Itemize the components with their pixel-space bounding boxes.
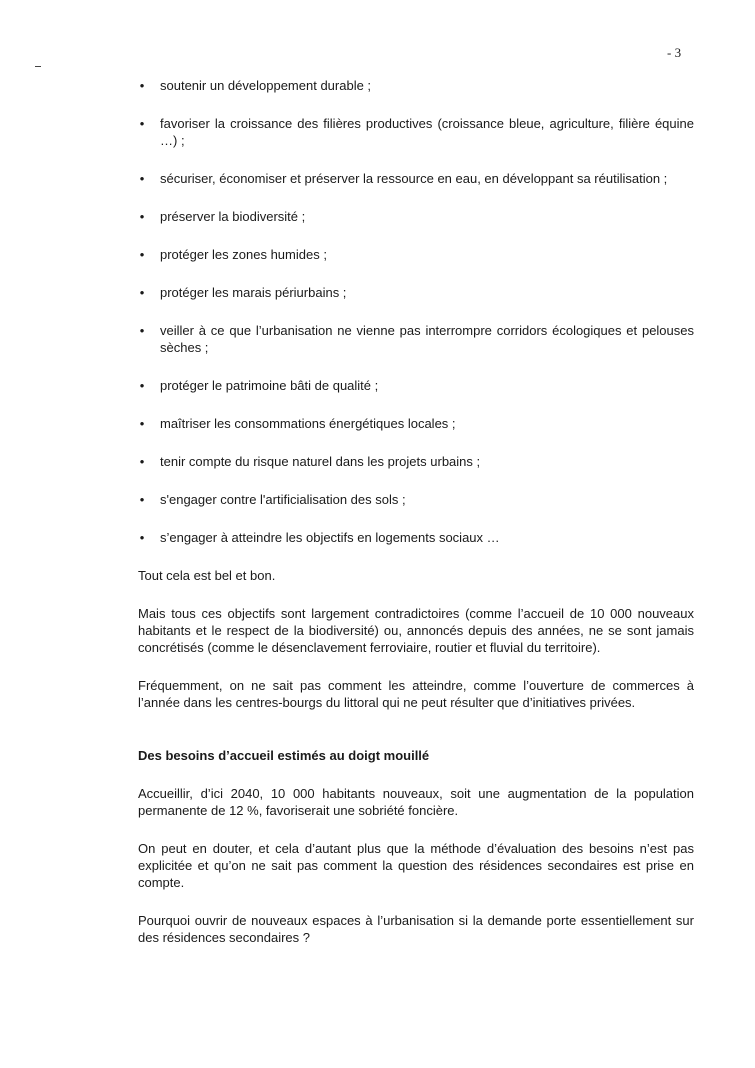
bullet-icon: • (139, 378, 145, 393)
list-item-text: soutenir un développement durable ; (160, 78, 372, 93)
list-item-text: maîtriser les consommations énergétiques locales ; (160, 416, 456, 431)
bullet-icon: • (139, 530, 145, 545)
list-item (138, 77, 694, 94)
objectives-list (138, 77, 694, 546)
list-item-text: préserver la biodiversité ; (160, 209, 306, 224)
section-heading: Des besoins d’accueil estimés au doigt mouillé (138, 748, 430, 763)
bullet-icon: • (139, 209, 145, 224)
list-item-text: sécuriser, économiser et préserver la ressource en eau, en développant sa réutilisation ; (160, 171, 668, 186)
document-body (138, 77, 694, 967)
paragraph: Pourquoi ouvrir de nouveaux espaces à l’urbanisation si la demande porte essentiellement sur des résidences secondaires ? (138, 913, 694, 945)
page-number: - 3 (667, 45, 682, 60)
list-item-text: protéger les marais périurbains ; (160, 285, 347, 300)
list-item (138, 491, 694, 508)
bullet-icon: • (139, 78, 145, 93)
list-item-text: s’engager à atteindre les objectifs en logements sociaux … (160, 530, 500, 545)
list-item (138, 115, 694, 149)
paragraph: Fréquemment, on ne sait pas comment les atteindre, comme l’ouverture de commerces à l’année dans les centres-bourgs du littoral qui ne peut résulter que d’initiatives privées. (138, 678, 694, 710)
bullet-icon: • (139, 285, 145, 300)
bullet-icon: • (139, 454, 145, 469)
list-item-text: veiller à ce que l’urbanisation ne vienne pas interrompre corridors écologiques et pelouses sèches ; (160, 323, 694, 355)
list-item-text: s'engager contre l'artificialisation des sols ; (160, 492, 406, 507)
list-item-text: protéger le patrimoine bâti de qualité ; (160, 378, 379, 393)
list-item (138, 322, 694, 356)
bullet-icon: • (139, 492, 145, 507)
list-item (138, 377, 694, 394)
bullet-icon: • (139, 323, 145, 338)
bullet-icon: • (139, 247, 145, 262)
bullet-icon: • (139, 416, 145, 431)
list-item (138, 284, 694, 301)
list-item (138, 170, 694, 187)
list-item (138, 415, 694, 432)
list-item (138, 208, 694, 225)
list-item (138, 529, 694, 546)
paragraph: On peut en douter, et cela d’autant plus que la méthode d’évaluation des besoins n’est pas explicitée et qu’on ne sait pas comment la question des résidences secondaires est prise en compte. (138, 841, 694, 890)
corner-mark (35, 66, 41, 67)
paragraph: Accueillir, d’ici 2040, 10 000 habitants nouveaux, soit une augmentation de la population permanente de 12 %, favoriserait une sobriété foncière. (138, 786, 694, 818)
list-item (138, 453, 694, 470)
paragraph: Tout cela est bel et bon. (138, 568, 276, 583)
list-item (138, 246, 694, 263)
list-item-text: protéger les zones humides ; (160, 247, 327, 262)
paragraph: Mais tous ces objectifs sont largement contradictoires (comme l’accueil de 10 000 nouveaux habitants et le respect de la biodiversité) ou, annoncés depuis des années, ne se sont jamais concrétisés (comme le désenclavement ferroviaire, routier et fluvial du territoire). (138, 606, 694, 655)
list-item-text: tenir compte du risque naturel dans les projets urbains ; (160, 454, 481, 469)
bullet-icon: • (139, 116, 145, 131)
list-item-text: favoriser la croissance des filières productives (croissance bleue, agriculture, filière équine …) ; (160, 116, 694, 148)
bullet-icon: • (139, 171, 145, 186)
